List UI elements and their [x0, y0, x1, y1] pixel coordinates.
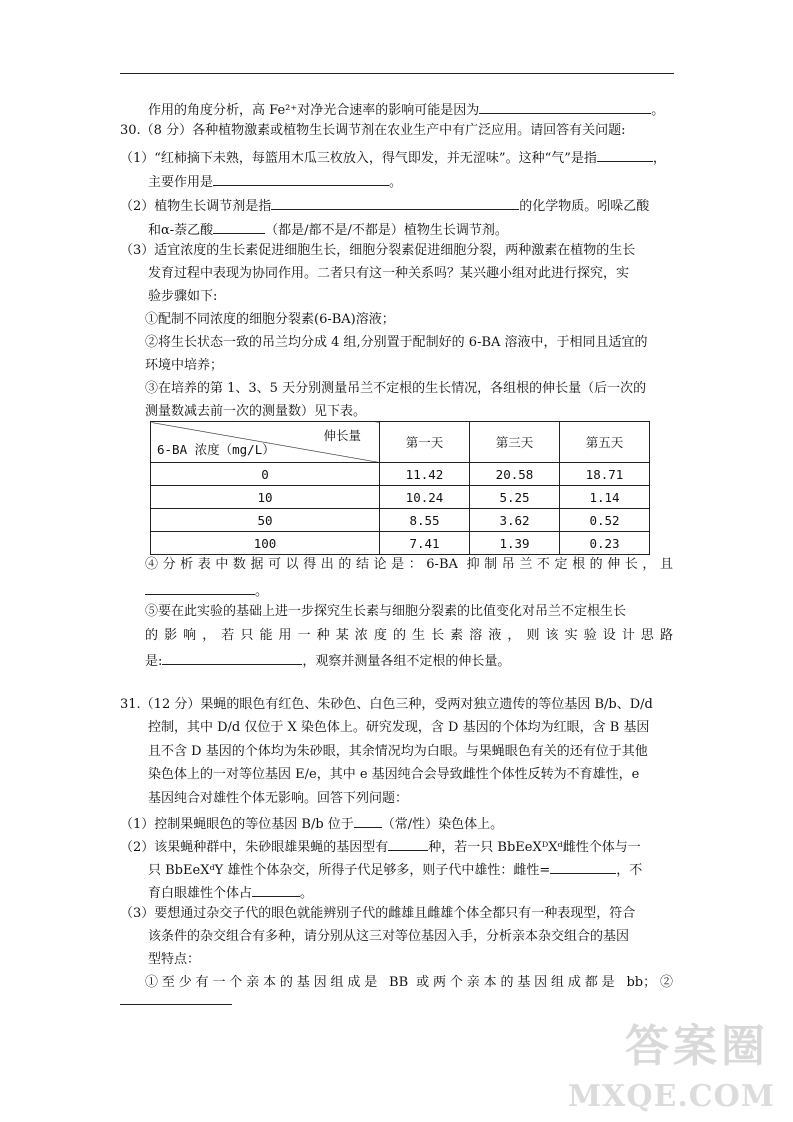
answer-blank[interactable]: [213, 219, 265, 234]
table-row: [151, 463, 650, 486]
q30-stem: 30.（8 分）各种植物激素或植物生长调节剂在农业生产中有广泛应用。请回答有关问题:: [120, 123, 626, 138]
q30-p3-l2: 发育过程中表现为协同作用。二者只有这一种关系吗？某兴趣小组对此进行探究，实: [148, 266, 630, 281]
table-corner-cell: 伸长量 6-BA 浓度（mg/L）: [151, 422, 380, 463]
answer-blank[interactable]: [550, 859, 616, 874]
q31-l4: 染色体上的一对等位基因 E/e，其中 e 基因纯合会导致雌性个体性反转为不育雄性，e: [148, 767, 640, 782]
q30-p3-l3: 验步骤如下:: [148, 289, 218, 304]
cell-concentration: 10: [151, 486, 380, 509]
q31-p2a: （2）该果蝇种群中，朱砂眼雄果蝇的基因型有 种，若一只 BbEeXᴰXᵈ雌性个体与一: [120, 836, 641, 857]
header-rule: [120, 73, 674, 74]
cell-concentration: 0: [151, 463, 380, 486]
cell-day5: 18.71: [560, 463, 650, 486]
q30-step3-l1: ③在培养的第 1、3、5 天分别测量吊兰不定根的生长情况，各组根的伸长量（后一次的: [145, 381, 647, 396]
q31-p2c: 育白眼雄性个体占 。: [148, 882, 313, 903]
q31-p2b: 只 BbEeXᵈY 雄性个体杂交，所得子代足够多，则子代中雄性：雌性= ，不: [148, 859, 642, 880]
watermark-brand: 答案圈: [625, 1021, 769, 1072]
q31-p3-l4: ①至少有一个亲本的基因组成是 BB 或两个亲本的基因组成都是 bb；②: [145, 975, 673, 990]
q31-p3-l1: （3）要想通过杂交子代的眼色就能辨别子代的雌雄且雌雄个体全都只有一种表现型，符合: [120, 906, 636, 921]
cell-day3: 3.62: [470, 509, 560, 532]
answer-blank[interactable]: [271, 195, 519, 210]
watermark-url: MXQE.COM: [567, 1079, 775, 1114]
footnote-rule: [120, 1004, 232, 1005]
q31-p1: （1）控制果蝇眼色的等位基因 B/b 位于 （常/性）染色体上。: [120, 813, 503, 834]
col-header-day1: 第一天: [380, 422, 470, 463]
cell-day5: 1.14: [560, 486, 650, 509]
answer-blank[interactable]: [597, 147, 653, 162]
cell-day5: 0.52: [560, 509, 650, 532]
cell-day3: 1.39: [470, 532, 560, 555]
q30-step5-l1: ⑤要在此实验的基础上进一步探究生长素与细胞分裂素的比值变化对吊兰不定根生长: [145, 604, 627, 619]
q31-l3: 且不含 D 基因的个体均为朱砂眼，其余情况均为白眼。与果蝇眼色有关的还有位于其他: [148, 744, 648, 759]
q30-step5-l3: 是: ，观察并测量各组不定根的伸长量。: [145, 650, 510, 671]
cell-concentration: 50: [151, 509, 380, 532]
q30-step1: ①配制不同浓度的细胞分裂素(6-BA)溶液；: [145, 312, 395, 327]
cell-day1: 11.42: [380, 463, 470, 486]
q30-p1b: 主要作用是 。: [148, 171, 402, 192]
table-header-row: [151, 422, 650, 463]
cell-day3: 20.58: [470, 463, 560, 486]
cell-concentration: 100: [151, 532, 380, 555]
q31-p3-l3: 型特点：: [148, 952, 201, 967]
q30-step4-l2: 。: [145, 580, 268, 601]
cell-day1: 7.41: [380, 532, 470, 555]
q30-p2c: 和α-萘乙酸 （都是/都不是/不都是）植物生长调节剂。: [148, 219, 508, 240]
answer-blank[interactable]: [252, 882, 300, 897]
q30-p3-l1: （3）适宜浓度的生长素促进细胞生长，细胞分裂素促进细胞分裂，两种激素在植物的生长: [120, 243, 636, 258]
q30-step2-l1: ②将生长状态一致的吊兰均分成 4 组,分别置于配制好的 6-BA 溶液中，于相同且适宜的: [145, 335, 648, 350]
cell-day5: 0.23: [560, 532, 650, 555]
q30-p2a: （2）植物生长调节剂是指 的化学物质。吲哚乙酸: [120, 195, 649, 216]
cell-day3: 5.25: [470, 486, 560, 509]
growth-table: [150, 421, 650, 555]
table-row: [151, 532, 650, 555]
answer-blank[interactable]: [354, 813, 382, 828]
q30-p1a: （1）“红柿摘下未熟，每篮用木瓜三枚放入，得气即发，并无涩味”。这种“气”是指 ，: [120, 147, 666, 168]
q30-step3-l2: 测量数减去前一次的测量数）见下表。: [145, 404, 367, 419]
cell-day1: 8.55: [380, 509, 470, 532]
answer-blank[interactable]: [388, 836, 428, 851]
q30-step5-l2: 的影响，若只能用一种某浓度的生长素溶液，则该实验设计思路: [145, 628, 673, 643]
answer-blank[interactable]: [479, 99, 651, 114]
answer-blank[interactable]: [145, 580, 255, 595]
q31-l2: 控制，其中 D/d 仅位于 X 染色体上。研究发现，含 D 基因的个体均为红眼，含 B 基因: [148, 720, 650, 735]
q29-tail: 作用的角度分析，高 Fe²⁺对净光合速率的影响可能是因为 。: [148, 99, 664, 120]
q31-p3-l2: 该条件的杂交组合有多种，请分别从这三对等位基因入手，分析亲本杂交组合的基因: [148, 929, 630, 944]
q30-step2-l2: 环境中培养；: [145, 358, 224, 373]
q30-step4-l1: ④分析表中数据可以得出的结论是：6-BA 抑制吊兰不定根的伸长，且: [145, 557, 673, 572]
col-header-day5: 第五天: [560, 422, 650, 463]
col-header-day3: 第三天: [470, 422, 560, 463]
table-row: [151, 486, 650, 509]
answer-blank[interactable]: [162, 650, 302, 665]
table-row: [151, 509, 650, 532]
q31-l5: 基因纯合对雄性个体无影响。回答下列问题：: [148, 791, 409, 806]
answer-blank[interactable]: [213, 171, 389, 186]
q31-l1: 31.（12 分）果蝇的眼色有红色、朱砂色、白色三种，受两对独立遗传的等位基因 B/b、D/d: [120, 697, 653, 712]
cell-day1: 10.24: [380, 486, 470, 509]
